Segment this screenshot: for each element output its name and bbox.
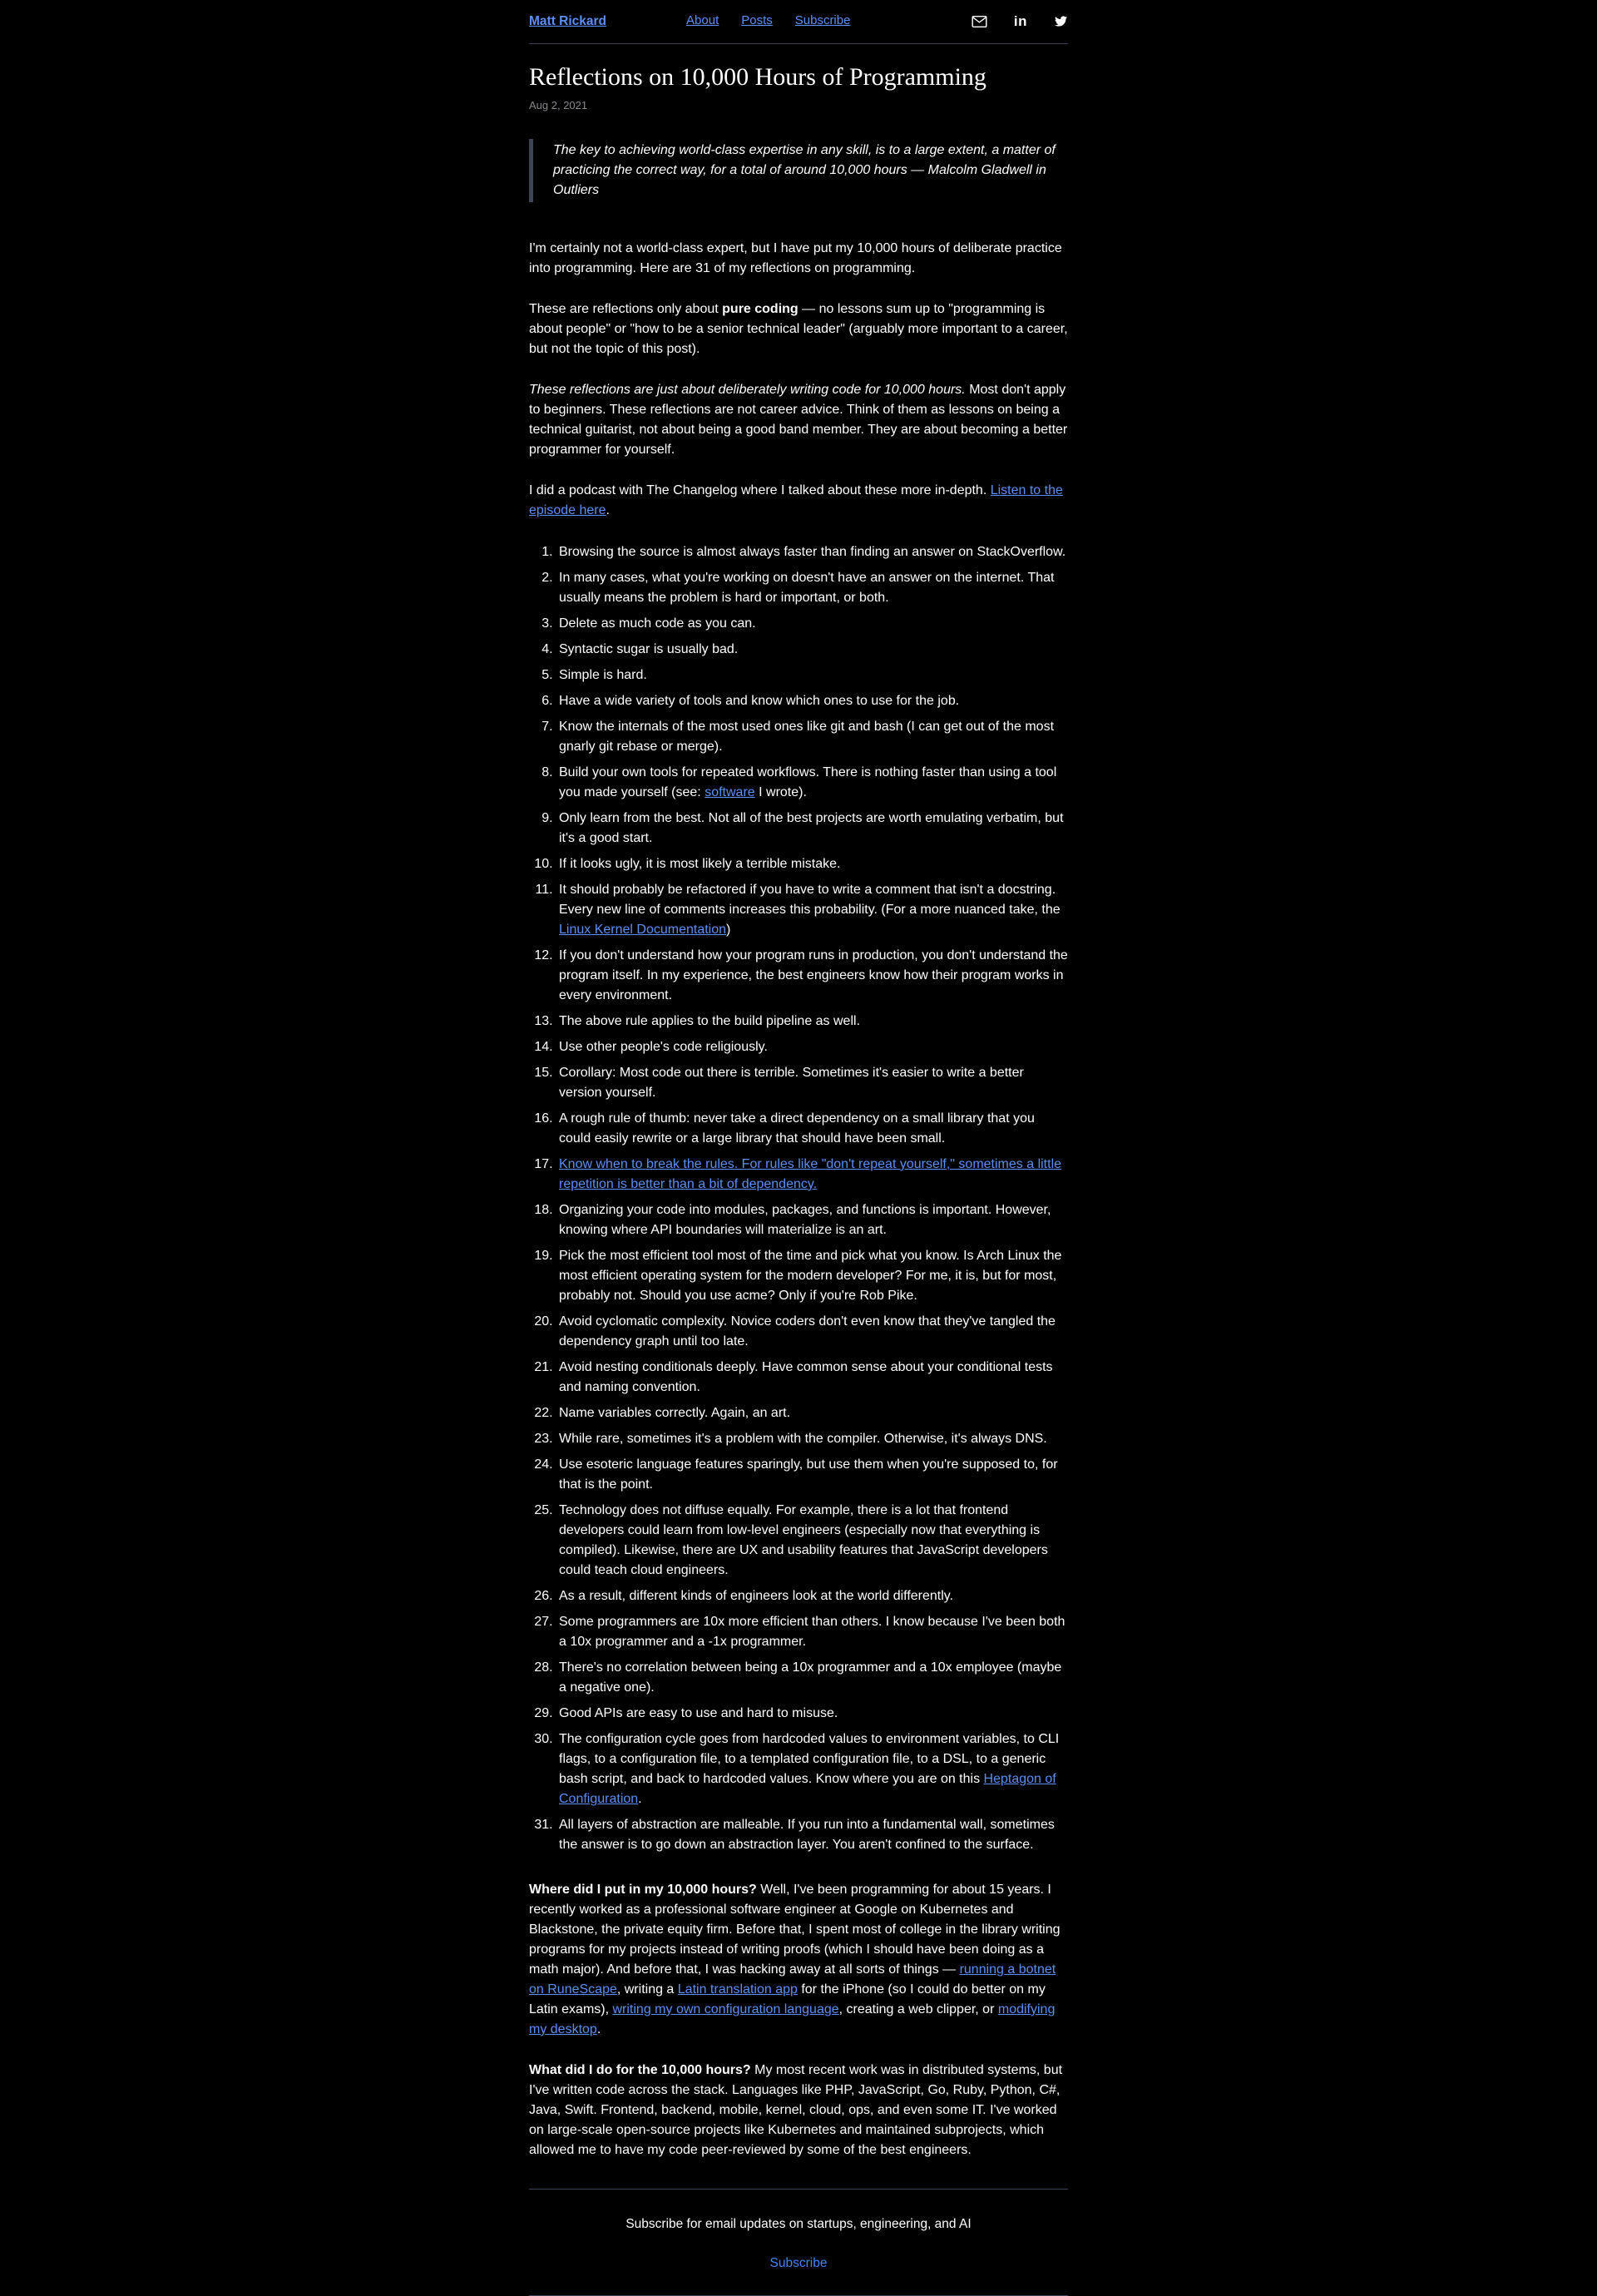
text-segment: Technology does not diffuse equally. For example, there is a lot that frontend developers could learn from low-level engineers (especially now that everything is compiled). Likewise, there are UX and usability features that JavaScript developers could teach cloud engineers. [559, 1502, 1048, 1577]
inline-link[interactable]: Latin translation app [677, 1982, 798, 1997]
inline-link[interactable]: running a botnet on RuneScape [529, 1962, 1056, 1997]
reflection-item [556, 1729, 1068, 1809]
text-segment: Syntactic sugar is usually bad. [559, 641, 739, 656]
text-segment: Delete as much code as you can. [559, 616, 756, 631]
reflection-item [556, 1312, 1068, 1352]
reflection-item [556, 1501, 1068, 1581]
reflection-item [556, 1658, 1068, 1698]
intro-paragraph [529, 239, 1068, 279]
twitter-link[interactable] [1054, 15, 1068, 27]
inline-link[interactable]: Listen to the episode here [529, 482, 1063, 517]
text-segment: Build your own tools for repeated workflows. There is nothing faster than using a tool you made yourself (see: [559, 765, 1057, 799]
text-segment: Some programmers are 10x more efficient than others. I know because I've been both a 10x programmer and a -1x programmer. [559, 1614, 1065, 1649]
reflection-item [556, 542, 1068, 562]
text-segment: I did a podcast with The Changelog where I talked about these more in-depth. [529, 482, 991, 497]
text-segment: What did I do for the 10,000 hours? [529, 2062, 751, 2077]
page-title: Reflections on 10,000 Hours of Programming [529, 63, 986, 92]
footer-subscribe-text: Subscribe for email updates on startups, engineering, and AI [625, 2216, 972, 2231]
reflection-item [556, 1586, 1068, 1606]
footer-subscribe-link[interactable]: Subscribe [769, 2256, 828, 2270]
inline-link[interactable]: modifying my desktop [529, 2002, 1056, 2036]
text-segment: While rare, sometimes it's a problem with the compiler. Otherwise, it's always DNS. [559, 1431, 1047, 1446]
article [529, 62, 1068, 2160]
text-segment: Know the internals of the most used ones like git and bash (I can get out of the most gnarly git rebase or merge). [559, 719, 1055, 754]
brand-link[interactable]: Matt Rickard [529, 14, 607, 28]
text-segment: I'm certainly not a world-class expert, but I have put my 10,000 hours of deliberate practice into programming. Here are 31 of my reflections on programming. [529, 240, 1062, 275]
closing-paragraphs [529, 1880, 1068, 2160]
text-segment: Name variables correctly. Again, an art. [559, 1405, 791, 1420]
twitter-icon [1054, 15, 1068, 27]
page [529, 0, 1068, 2296]
text-segment: It should probably be refactored if you have to write a comment that isn't a docstring. Every new line of comments increases this probability. (For a more nuanced take, the [559, 882, 1061, 917]
text-segment: Use esoteric language features sparingly, but use them when you're supposed to, for that is the point. [559, 1457, 1058, 1492]
reflection-item [556, 1109, 1068, 1149]
reflection-item [556, 1815, 1068, 1855]
reflection-item [556, 717, 1068, 757]
closing-paragraph [529, 1880, 1068, 2040]
reflection-item [556, 568, 1068, 608]
text-segment: My most recent work was in distributed systems, but I've written code across the stack. Languages like PHP, JavaScript, Go, Ruby, Python, C#, Java, Swift. Frontend, backend, mobile, kernel, cloud, ops, and even some IT. I've worked on large-scale open-source projects like Kubernetes and maintained subprojects, which allowed me to have my code peer-reviewed by some of the best engineers. [529, 2062, 1063, 2157]
text-segment: The above rule applies to the build pipeline as well. [559, 1013, 861, 1028]
reflection-item [556, 1037, 1068, 1057]
email-link[interactable] [972, 15, 987, 28]
text-segment: . [606, 502, 610, 517]
text-segment: The configuration cycle goes from hardcoded values to environment variables, to CLI flags, to a configuration file, to a templated configuration file, to a DSL, to a generic bash script, and back to hardcoded values. Know where you are on this [559, 1731, 1060, 1786]
text-segment: Corollary: Most code out there is terrible. Sometimes it's easier to write a better version yourself. [559, 1065, 1024, 1100]
intro-paragraphs [529, 239, 1068, 521]
reflection-item [556, 809, 1068, 849]
nav-subscribe-link[interactable]: Subscribe [794, 13, 851, 28]
reflection-item [556, 1403, 1068, 1423]
text-segment: — no lessons sum up to "programming is about people" or "how to be a senior technical leader" (arguably more important to a career, but not the topic of this post). [529, 301, 1068, 356]
social-icons [972, 14, 1068, 28]
text-segment: There's no correlation between being a 10x programmer and a 10x employee (maybe a negative one). [559, 1660, 1062, 1695]
reflection-item [556, 763, 1068, 803]
site-header [529, 12, 1068, 44]
linkedin-link[interactable] [1014, 14, 1027, 28]
text-segment: Most don't apply to beginners. These reflections are not career advice. Think of them as lessons on being a technical guitarist, not about being a good band member. They are about becoming a better programmer for yourself. [529, 382, 1068, 457]
text-segment: Organizing your code into modules, packages, and functions is important. However, knowing where API boundaries will materialize is an art. [559, 1202, 1051, 1237]
site-footer [529, 2190, 1068, 2274]
header-nav [686, 12, 850, 31]
inline-link[interactable]: writing my own configuration language [612, 2002, 839, 2016]
reflection-item [556, 1063, 1068, 1103]
email-icon [972, 15, 987, 28]
reflection-item [556, 880, 1068, 940]
reflection-item [556, 1246, 1068, 1306]
text-segment: I wrote). [754, 784, 807, 799]
text-segment: ) [726, 922, 731, 937]
reflection-item [556, 691, 1068, 711]
text-segment: Avoid nesting conditionals deeply. Have common sense about your conditional tests and naming convention. [559, 1359, 1053, 1394]
text-segment: If it looks ugly, it is most likely a terrible mistake. [559, 856, 841, 871]
text-segment: These are reflections only about [529, 301, 723, 316]
reflection-item [556, 1429, 1068, 1449]
text-segment: , creating a web clipper, or [838, 2002, 998, 2016]
reflection-item [556, 854, 1068, 874]
text-segment: Only learn from the best. Not all of the best projects are worth emulating verbatim, but it's a good start. [559, 810, 1064, 845]
text-segment: All layers of abstraction are malleable. If you run into a fundamental wall, sometimes the answer is to go down an abstraction layer. You aren't confined to the surface. [559, 1817, 1055, 1852]
reflection-item [556, 1612, 1068, 1652]
text-segment: The key to achieving world-class expertise in any skill, is to a large extent, a matter of practicing the correct way, for a total of around 10,000 hours — Malcolm Gladwell in Outliers [553, 142, 1056, 197]
text-segment: As a result, different kinds of engineers look at the world differently. [559, 1588, 954, 1603]
text-segment: Pick the most efficient tool most of the time and pick what you know. Is Arch Linux the most efficient operating system for the modern developer? For me, it is, but for most, probably not. Should you use acme? Only if you're Rob Pike. [559, 1248, 1062, 1303]
text-segment: Have a wide variety of tools and know which ones to use for the job. [559, 693, 960, 708]
reflection-item [556, 1358, 1068, 1398]
text-segment: for the iPhone (so I could do better on my Latin exams), [529, 1982, 1046, 2016]
closing-paragraph [529, 2061, 1068, 2160]
nav-posts-link[interactable]: Posts [741, 13, 773, 28]
text-segment: . [638, 1791, 642, 1806]
intro-paragraph [529, 299, 1068, 359]
text-segment: Browsing the source is almost always faster than finding an answer on StackOverflow. [559, 544, 1066, 559]
inline-link[interactable]: Know when to break the rules. For rules like "don't repeat yourself," sometimes a little repetition is better than a bit of dependency. [559, 1156, 1062, 1191]
reflection-item [556, 1455, 1068, 1495]
reflection-item [556, 666, 1068, 685]
text-segment: If you don't understand how your program runs in production, you don't understand the program itself. In my experience, the best engineers know how their program works in every environment. [559, 948, 1068, 1002]
inline-link[interactable]: Heptagon of Configuration [559, 1771, 1056, 1806]
post-date: Aug 2, 2021 [529, 99, 588, 112]
reflection-item [556, 946, 1068, 1006]
text-segment: These reflections are just about deliberately writing code for 10,000 hours. [529, 382, 966, 397]
text-segment: Avoid cyclomatic complexity. Novice coders don't even know that they've tangled the dependency graph until too late. [559, 1314, 1056, 1348]
reflections-list [529, 542, 1068, 1855]
text-segment: Well, I've been programming for about 15 years. I recently worked as a professional software engineer at Google on Kubernetes and Blackstone, the private equity firm. Before that, I spent most of college in the library writing programs for my projects instead of writing proofs (which I should have been doing as a math major). And before that, I was hacking away at all sorts of things — [529, 1882, 1061, 1977]
reflection-item [556, 614, 1068, 634]
inline-link[interactable]: software [705, 784, 755, 799]
footer-gap [529, 2273, 1068, 2295]
text-segment: . [596, 2021, 601, 2036]
inline-link[interactable]: Linux Kernel Documentation [559, 922, 727, 937]
text-segment: Simple is hard. [559, 667, 647, 682]
intro-paragraph [529, 481, 1068, 521]
reflection-item [556, 1012, 1068, 1032]
nav-about-link[interactable]: About [686, 13, 719, 28]
reflection-item [556, 1155, 1068, 1195]
text-segment: Good APIs are easy to use and hard to misuse. [559, 1705, 838, 1720]
reflection-item [556, 640, 1068, 660]
text-segment: Where did I put in my 10,000 hours? [529, 1882, 757, 1897]
text-segment: A rough rule of thumb: never take a direct dependency on a small library that you could easily rewrite or a large library that should have been small. [559, 1111, 1035, 1146]
text-segment: pure coding [722, 301, 798, 316]
text-segment: , writing a [616, 1982, 678, 1997]
linkedin-icon: in [1013, 13, 1027, 30]
reflection-item [556, 1200, 1068, 1240]
text-segment: In many cases, what you're working on doesn't have an answer on the internet. That usually means the problem is hard or important, or both. [559, 570, 1055, 605]
intro-paragraph [529, 380, 1068, 460]
reflection-item [556, 1704, 1068, 1724]
epigraph-quote [529, 139, 1068, 202]
text-segment: Use other people's code religiously. [559, 1039, 768, 1054]
